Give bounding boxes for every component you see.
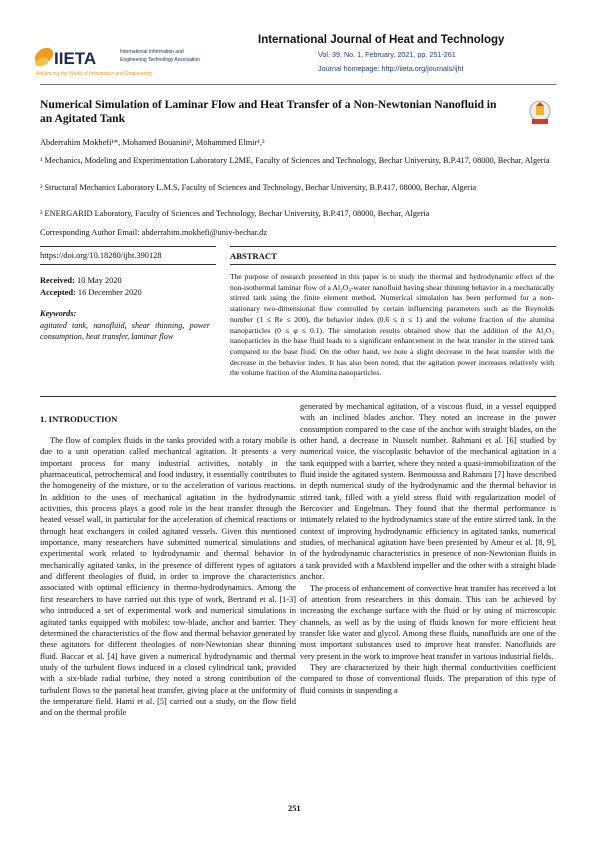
abstract-top-rule (230, 246, 556, 247)
front-matter-bottom-rule (40, 396, 556, 397)
info-doi-rule (40, 264, 216, 265)
paper-title: Numerical Simulation of Laminar Flow and Heat Transfer of a Non-Newtonian Nanofluid in an Agitated Tank (40, 98, 497, 125)
page-number: 251 (288, 804, 301, 813)
affiliation-1: ¹ Mechanics, Modeling and Experimentation Laboratory L2ME, Faculty of Sciences and Technology, Bechar University, B.P.417, 08000, Bechar, Algeria (40, 156, 550, 165)
body-left-column (40, 435, 296, 719)
journal-volume: Vol. 39, No. 1, February, 2021, pp. 251-261 (318, 50, 456, 59)
author-list: Abderrahim Mokhefi¹*, Mohamed Bouanini², Mohammed Elmir¹,³ (40, 138, 265, 147)
body-paragraph: The flow of complex fluids in the tanks provided with a rotary mobile is due to a unit operation called mechanical agitation. It presents a very important process for many industrial activities, notably in the pharmaceutical, petrochemical and food industry, it essentially contributes to the homogeneity of the mixture, or to the acceleration of various reactions. In addition to the uses of mechanical agitation in the hydrodynamic activities, this process plays a good role in the heat transfer through the heated vessel wall, in particular for the acceleration of chemical reactions or through heat exchangers in coiled agitated vessels. Given this mentioned importance, many researchers have submitted numerical simulations and experimental work related to hydrodynamic and thermal behavior in mechanically agitated tanks, in the presence of different types of agitators and different theologies of fluid, in order to improve the characteristics associated with optimal efficiency in thermo-hydrodynamics. Among the first researchers to have carried out this type of work, Bertrand et al. [1-3] who introduced a set of experimental work and numerical simulations in agitated tanks equipped with mobiles: tow-blade, anchor and barrier. They determined the characteristics of the flow and thermal behavior generated by these agitators for different theologies of non-Newtonian shear thinning fluid. Baccar et al. [4] have given a numerical hydrodynamic and thermal study of the turbulent flows induced in a closed cylindrical tank, provided with a six-blade radial turbine, they noted a strong contribution of the turbulent flows to the parietal heat transfer, giving place at the uniformity of the temperature field. Hami et al. [5] carried out a study, on the flow field and on the thermal profile (40, 436, 296, 718)
logo-org-line2: Engineering Technology Association (120, 57, 200, 63)
affiliation-3: ³ ENERGARID Laboratory, Faculty of Sciences and Technology, Bechar University, B.P.417, 08000, Bechar, Algeria (40, 209, 430, 218)
received-date (40, 276, 122, 285)
section-heading-introduction: 1. INTRODUCTION (40, 414, 118, 424)
received-label: Received: (40, 276, 75, 285)
logo-tagline: Advancing the World of Information and Engineering (36, 71, 152, 77)
accepted-date (40, 288, 142, 297)
accepted-label: Accepted: (40, 288, 76, 297)
received-value: 10 May 2020 (76, 276, 122, 285)
info-top-rule (40, 246, 216, 247)
journal-title: International Journal of Heat and Technology (258, 34, 505, 46)
body-paragraph: They are characterized by their high thermal conductivities coefficient compared to those of conventional fluids. The preparation of this type of fluid consists in suspending a (300, 662, 556, 695)
journal-homepage-link[interactable]: Journal homepage: http://iieta.org/journals/ijht (318, 64, 464, 73)
keywords-text: agitated tank, nanofluid, shear thinning, power consumption, heat transfer, laminar flow (40, 321, 210, 341)
abstract-heading-rule (230, 264, 556, 265)
crossmark-icon[interactable] (529, 100, 551, 126)
abstract-heading: ABSTRACT (230, 251, 277, 261)
accepted-value: 16 December 2020 (77, 288, 142, 297)
iieta-logo (32, 40, 232, 80)
keywords-heading: Keywords: (40, 309, 77, 318)
corresponding-email: Corresponding Author Email: abderrahim.mokhefi@univ-bechar.dz (40, 228, 268, 237)
abstract-text: The purpose of research presented in this paper is to study the thermal and hydrodynamic effect of the non-isothermal laminar flow of a Al₂O₃-water nanofluid having shear thinning behavior in a mechanically stirred tank using the finite element method. Numerical simulation has been performed for a non-stationary two-dimensional flow controlled by certain influencing parameters such as the Reynolds number (1 ≤ Re ≤ 200), the behavior index (0.6 ≤ n ≤ 1) and the volume fraction of the alumina nanoparticles (0 ≤ φ ≤ 0.1). The simulation results obtained show that the addition of the Al₂O₃ nanoparticles in the base fluid leads to a significant enhancement in the heat transfer in the stirred tank compared to the base fluid. On the other hand, we note a slight decrease in the heat transfer with the decrease in the behavior index. It has also been noted, that the agitation power increases relatively with the volume fraction of the Alumina nanoparticles. (230, 272, 554, 378)
header-divider (40, 84, 556, 85)
doi-link[interactable]: https://doi.org/10.18280/ijht.390128 (40, 251, 162, 260)
body-right-column (300, 401, 556, 696)
svg-text:IIETA: IIETA (54, 49, 97, 68)
affiliation-2: ² Structural Mechanics Laboratory L.M.S, Faculty of Sciences and Technology, Bechar University, B.P.417, 08000, Bechar, Algeria (40, 183, 477, 192)
logo-org-line1: International Information and (120, 49, 184, 55)
body-paragraph: generated by mechanical agitation, of a viscous fluid, in a vessel equipped with an inclined blades anchor. They noted an increase in the power consumption compared to the case of the anchor with straight blades, on the other hand, a decrease in Nusselt number. Rahmani et al. [6] studied by numerical voice, the viscoplastic behavior of the mechanical agitation in a tank equipped with a barrier, where they noted a quasi-immobilization of the fluid inside the agitated system. Benmoussa and Rahmani [7] have described in depth numerical study of the hydrodynamic and the thermal behavior in stirred tank, filled with a yield stress fluid with regularization model of Bercovier and Engelman. They found that the thermal performance is intimately related to the hydrodynamics state of the entire stirred tank. In the context of improving hydrodynamic efficiency in agitated tanks, numerical studies, of mechanical agitation have been presented by Ameur et al. [8, 9], of the hydrodynamic characteristics in presence of non-Newtonian fluids in a tank provided with a Maxblend impeller and the other with a straight blade anchor. (300, 402, 556, 582)
body-paragraph: The process of enhancement of convective heat transfer has received a lot of attention from researchers in this domain. This can be achieved by increasing the exchange surface with the fluid or by using of microscopic channels, as well as by the using of fluids known for more efficient heat transfer like water and glycol. Among these fluids, nanofluids are one of the most important substances used to improve heat transfer. Nanofluids are very present in the work to improve heat transfer in various industrial fields. (300, 583, 556, 661)
